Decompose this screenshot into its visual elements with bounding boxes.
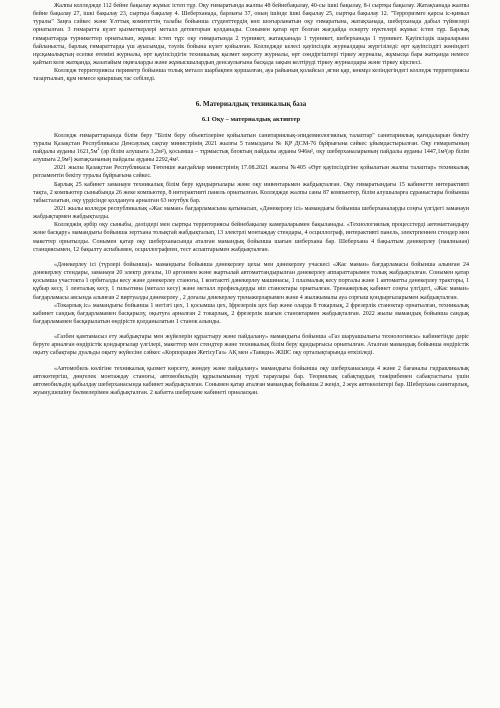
paragraph-jas-maman: 2021 жылы колледж республикалық «Жас маман» бағдарламасына қатынасып, «Дәнекерлеу ісі» мамандығы бойынша шеберханаларды соңғы үлгідегі заманауи жабдықтармен жабдықталды. [33, 205, 469, 221]
paragraph-automation: Колледжің әрбір оқу сыныбы, дәліздері мен сыртқы территориясы бейнебақылау камераларымен бақыланады. «Технологиялық процесстерді автоматтандыру және басқару» мамандығы бойынша зертхана толықтай жабдықталып, 13 электрлі монтаждау стендары, 4 осциллограф, интерактивті панель, электрпеннен стендер мен макеттер орнатылды. Сонымен қатар оқу шеберханасында аталған мамандық бойынша шағын шеберхана бар. Шеберхана 4 бақылтым дәнекерлеу (паялньная) станциясымен, 12 бақылту аспабымен, осциллографпен, тест аспаптарымен жабдықталған. [33, 222, 469, 253]
paragraph-turning: «Токарлық іс» мамандығы бойынша 1 негізгі цех, 1 қосымша цех, Іфрезерлік цех бар және оларда 8 токарлық, 2 фрезерлік станоктар орнатылған, техникалық кабинет сандық бағдарламамен басқарылу, оқытуға арналған 2 токарлық, 2 фрезерлік шағын станоктармен жабдықталған. 2022 жылы мамандық бойынша сандық бағдарламамен басқарылатын өндірісте қолданылатын 1 станок алынды. [33, 302, 469, 325]
paragraph-security: Жалпы колледжде 112 бейне бақылау жұмыс істеп тұр. Оқу ғимаратында жалпы 48 бейнебақылау, 40-сы ішкі бақылау, 8-і сыртқы бақылау. Жатақханада жалпы бейне бақылау 27, ішкі бақылау 23, сыртқы бақылау 4. Шеберханада, барлығы 37, оның ішінде ішкі бақылау 25, сыртқы бақылау 12. "Терроризмге қарсы іс-қимыл туралы" Заңға сәйкес және Ұлттық комитеттің талабы бойынша студенттердің көп шоғырланатын оқу ғимаратына, жатақханада, шеберханада дабыл түймелері орнатылған. 3 ғимаратта күзет қызметкерлері металл детекторын қолданады. Сонымен қатар өрт болған жағдайда ескерту нүктелері жұмыс істеп тұр. Барлық ғимараттарда турникеттер орнатылып, жұмыс істеп тұр: оқу ғимаратында 2 турникет, жатақханада 1 турникет, шеберханада 1 турникет. Қауіпсіздік шараларына байланысты, барлық ғимараттарда үш ауысымды, тәулік бойына күзет қойылған. Колледжде келесі қауіпсіздік журналдары жүргізіледі: өрт қауіпсіздігі жөніндегі нұсқамалықтың есепке өтеміні журналы, өрт қауіпсіздігін техникалық қызмет көрсету журналы, өрт сөндіргіштері тіркеу журналы, жұмысқа бара жатқанда немесе қайтып келе жатқанда, жазатайым оқиғаларды және жұмысшылардың денсаулығына басқада зақым келтіруді тіркеу журналдары және тіркеу кірспесі. [33, 3, 469, 67]
section-title: 6. Материалдық техникалық база [195, 99, 307, 108]
paragraph-territory: Колледж территориясы периметр бойынша толық металл шарбақпен қоршалған, ауа райының қолайсыз ,ягни қар, көкмұз кезіндегіндегі колледж территориясы тазартылып, құм немесе қиыршық тас себіледі. [33, 68, 469, 83]
paragraph-gas: «Газбен қамтамасыз ету жабдықтары мен жүйелерін құрастыру және пайдалану» мамандығы бойынша «Газ шаруашылығы технологиясы» кабинетінде дәріс беруге арналған өндірістік қондырғылар үлгілері, макеттер мен стендтер және техникалық білім беру құндырғысы орнатылған. Аталған мамандық бойынша өндірістік оқыту сабақтары дуальды оқыту жүйесіне сәйкес «Корпорация ЖетісуГаз» АҚ мен «Тавидн» ЖШС оқу орталықтарында өткізіледі. [33, 334, 469, 357]
paragraph-classrooms: Барлық 25 кабинет заманауи техникалық білім беру құндырғылары және оқу инвентарьмен жабдықталған. Оқу ғимаратындағы 15 кабинетте интерактивті тақта, 2 компьютер сыныбында 26 жеке компьютер, 8 интерактивті панель орнатылған. Колледжде жалпы саны 87 компьютер, білім алушыларға сұраныстары бойынша табысталатын, оқу үрдісінде қолдануға арналған 63 ноутбук бар. [33, 181, 469, 204]
paragraph-areas: Колледж ғимараттарында білім беру "Білім беру объектілеріне қойылатын санитариялық-эпидемиологиялық талаптар" санитариялық қағидаларын бекіту туралы Қазақстан Республикасы Денсаулық сақтау министрінің 2021 жылғы 5 тамыздағы № ҚР ДСМ-76 бұйрығына сәйкес ұйымдастырылған. Оқу ғимаратының пайдалы ауданы $1621,5м^2$ (әр білім алушыға 3,2м²), қосымша – тұрмыстық блоктың пайдалы ауданы 946м², оқу шеберханаларының пайдалы ауданы 1447,1м²(әр білім алушыға 2,9м²) жатақхананың пайдалы ауданы 2292,4м². [33, 132, 469, 164]
paragraph-auto: «Автомобиль көлігіне техникалық қызмет көрсету, жөндеу және пайдалану» мамандығы бойынша оқу шеберханасында 4 және 2 бағаналы гидравликалық автокөтергіш, дөңгелек монтаждау станоғы, автомобильдің құрылымының түрлі тараулары бар. Теориялық сабақтардың тәжірибемен сабақтастығы үшін автомобильдің қабылдау шеберханасында кабинет жабдықталған. Сонымен қатар аталған мамандық бойынша 2 жеңіл, 2 жүк автокөліктері бар. Шеберхана санитарлық, жуыну,шешіну бөлмелерімен жабдықталған. 2 кабатта шеберхане кабинеті орналасқан. [33, 365, 469, 397]
paragraph-welding: «Дәнекерлеу ісі (түрлері бойынша)» мамандығы бойынша дәнекерлеу цехы мен дәнекерлеу учаскесі «Жас маман» бағдарламасы бойынша алынған 24 дәнекерлеу стендары, заманауи 20 электр доғалы, 10 аргонмен және жартылай автоматтандырылған дәнекерлеу аппараттарымен толық жабдықталған. Сонымен қатар қосымша участокта 1 орбиталды кесу және дәнекерлеу станоғы, 1 контактті дәнекерлеу машинасы, 1 плазмалық кесу порталы және 1 автоматты дәнекерлеу тракторы, 1 құбыр кесу, 1 ленталық кесу, 1 гильотина (металл кесу) және металл профильдерды иіп станоктары орнатылған. Тренажерлық кабинет соңғы үлгідегі, «Жас маман» бағдарламасы аясында алынған 2 виртуалды дәнекерлеу , 2 доғалы дәнекерлеу тренажерларымен және 4 жылжымалы ауа сорғыш қондырғыларымен жабдықталған. [33, 261, 469, 301]
paragraph-fire-safety: 2021 жылы Қазақстан Республикасы Төтенше жағдайлар министрінің 17.08.2021 жылғы №405 «Өрт қауіпсіздігіне қойылатын жалпы талаптар» техникалық регламентін бекіту туралы бұйрығына сәйкес. [33, 165, 469, 180]
subsection-title: 6.1 Оқу – материалдық активтер [201, 115, 301, 123]
